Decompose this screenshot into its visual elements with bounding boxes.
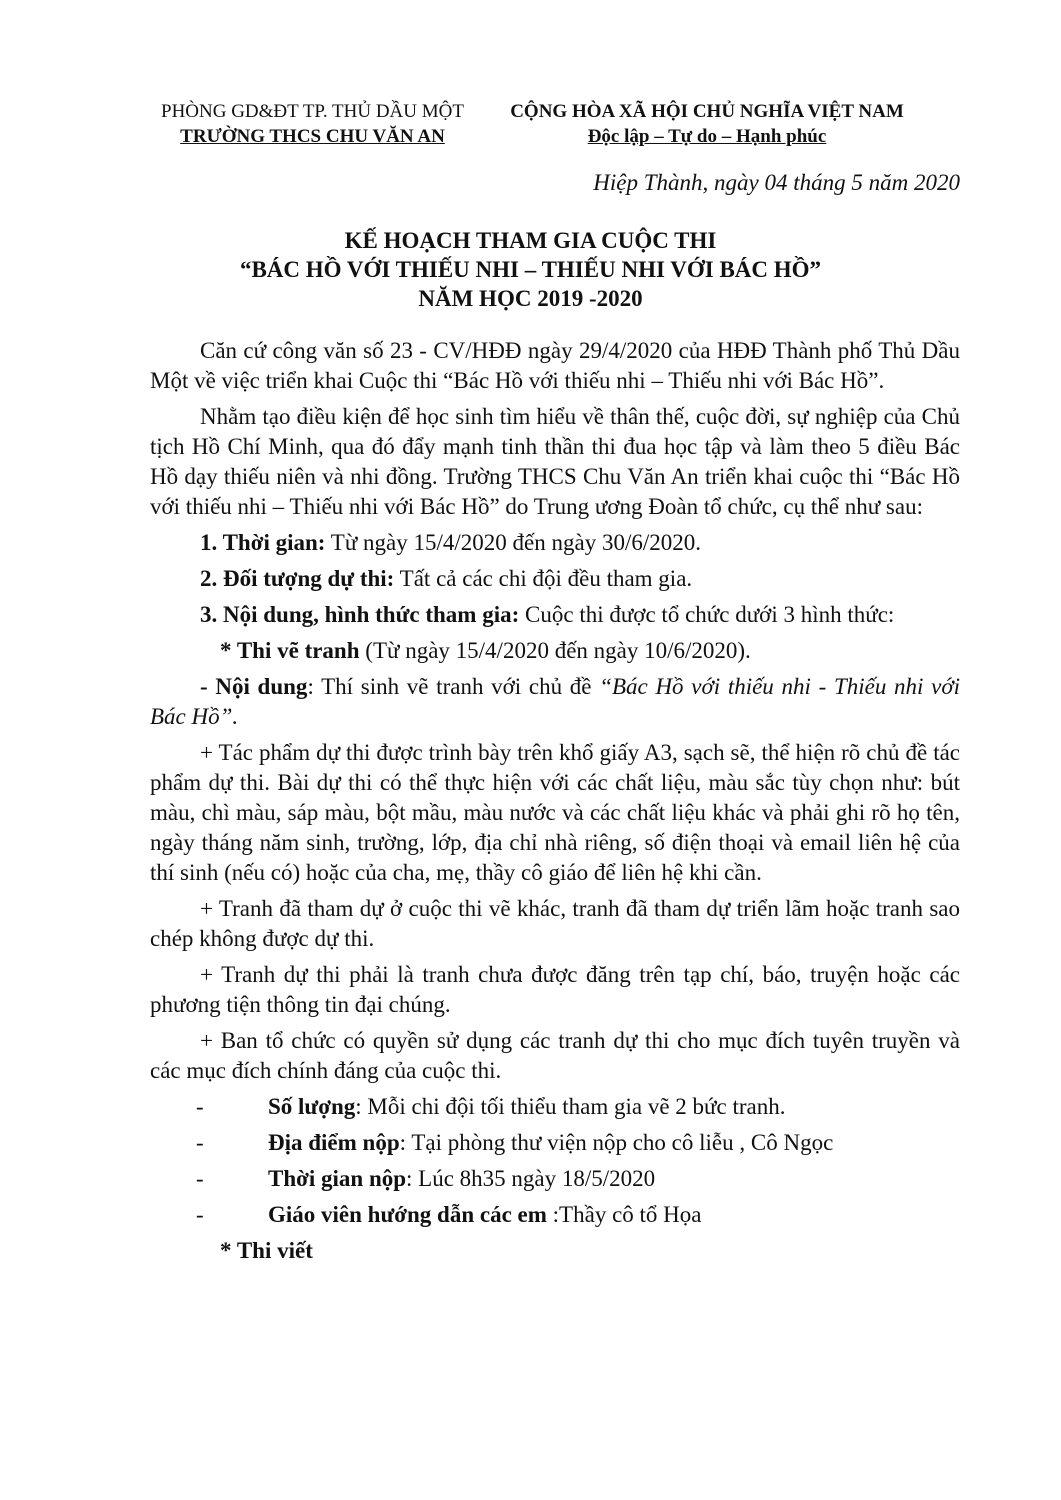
writing-contest-label: * Thi viết	[220, 1238, 313, 1263]
item-instructor	[150, 1200, 960, 1230]
rule-no-prior: + Tranh đã tham dự ở cuộc thi vẽ khác, tranh đã tham dự triển lãm hoặc tranh sao chép không được dự thi.	[150, 896, 960, 951]
item-deadline	[150, 1164, 960, 1194]
rule-unpublished: + Tranh dự thi phải là tranh chưa được đăng trên tạp chí, báo, truyện hoặc các phương tiện thông tin đại chúng.	[150, 962, 960, 1017]
item-instructor-label: Giáo viên hướng dẫn các em	[268, 1202, 547, 1227]
section-content-text: Cuộc thi được tổ chức dưới 3 hình thức:	[519, 602, 895, 627]
section-participants-label: 2. Đối tượng dự thi:	[200, 566, 395, 591]
section-content-label: 3. Nội dung, hình thức tham gia:	[200, 602, 520, 627]
section-participants-text: Tất cả các chi đội đều tham gia.	[394, 566, 693, 591]
header-right	[500, 99, 914, 149]
section-time-text: Từ ngày 15/4/2020 đến ngày 30/6/2020.	[325, 530, 701, 555]
rule-format: + Tác phẩm dự thi được trình bày trên khổ giấy A3, sạch sẽ, thể hiện rõ chủ đề tác phẩm dự thi. Bài dự thi có thể thực hiện với các chất liệu, màu sắc tùy chọn như: bút màu, chì màu, sáp màu, bột mầu, màu nước và các chất liệu khác và phải ghi rõ họ tên, ngày tháng năm sinh, trường, lớp, địa chỉ nhà riêng, số điện thoại và email liên hệ của thí sinh (nếu có) hoặc của cha, mẹ, thầy cô giáo để liên hệ khi cần.	[150, 740, 960, 885]
section-content	[150, 600, 960, 630]
dash-marker: -	[196, 1094, 204, 1119]
header-left	[150, 99, 475, 149]
national-motto: Độc lập – Tự do – Hạnh phúc	[587, 126, 827, 147]
date-line: Hiệp Thành, ngày 04 tháng 5 năm 2020	[593, 170, 960, 195]
paragraph-basis: Căn cứ công văn số 23 - CV/HĐĐ ngày 29/4/2020 của HĐĐ Thành phố Thủ Dầu Một về việc triển khai Cuộc thi “Bác Hồ với thiếu nhi – Thiếu nhi với Bác Hồ”.	[150, 338, 960, 393]
school-name: TRƯỜNG THCS CHU VĂN AN	[180, 126, 445, 147]
dash-marker: -	[196, 1166, 204, 1191]
drawing-contest	[150, 636, 960, 666]
drawing-contest-label: * Thi vẽ tranh	[220, 638, 360, 663]
item-deadline-label: Thời gian nộp	[268, 1166, 407, 1191]
item-quantity	[150, 1092, 960, 1122]
department-name: PHÒNG GD&ĐT TP. THỦ DẦU MỘT	[161, 101, 464, 122]
item-quantity-label: Số lượng	[268, 1094, 356, 1119]
title-line-2: “BÁC HỒ VỚI THIẾU NHI – THIẾU NHI VỚI BÁC HỒ”	[239, 257, 822, 282]
title-line-3: NĂM HỌC 2019 -2020	[418, 286, 643, 311]
national-title: CỘNG HÒA XÃ HỘI CHỦ NGHĨA VIỆT NAM	[510, 101, 904, 122]
item-quantity-text: : Mỗi chi đội tối thiểu tham gia vẽ 2 bức tranh.	[355, 1094, 786, 1119]
section-time-label: 1. Thời gian:	[200, 530, 326, 555]
drawing-content-label: - Nội dung	[200, 674, 308, 699]
rule-usage-rights: + Ban tổ chức có quyền sử dụng các tranh dự thi cho mục đích tuyên truyền và các mục đích chính đáng của cuộc thi.	[150, 1028, 960, 1083]
item-location-text: : Tại phòng thư viện nộp cho cô liễu , Cô Ngọc	[399, 1130, 834, 1155]
writing-contest	[150, 1236, 960, 1266]
section-time	[150, 528, 960, 558]
drawing-contest-text: (Từ ngày 15/4/2020 đến ngày 10/6/2020).	[359, 638, 751, 663]
drawing-content	[150, 672, 960, 732]
document-title	[100, 226, 961, 313]
item-location-label: Địa điểm nộp	[268, 1130, 400, 1155]
item-instructor-text: :Thầy cô tổ Họa	[546, 1202, 702, 1227]
item-deadline-text: : Lúc 8h35 ngày 18/5/2020	[406, 1166, 656, 1191]
document-body	[150, 336, 960, 1272]
drawing-content-text: : Thí sinh vẽ tranh với chủ đề	[307, 674, 600, 699]
paragraph-purpose: Nhằm tạo điều kiện để học sinh tìm hiểu về thân thế, cuộc đời, sự nghiệp của Chủ tịch Hồ Chí Minh, qua đó đẩy mạnh tinh thần thi đua học tập và làm theo 5 điều Bác Hồ dạy thiếu niên và nhi đồng. Trường THCS Chu Văn An triển khai cuộc thi “Bác Hồ với thiếu nhi – Thiếu nhi với Bác Hồ” do Trung ương Đoàn tổ chức, cụ thể như sau:	[150, 404, 960, 519]
dash-marker: -	[196, 1202, 204, 1227]
section-participants	[150, 564, 960, 594]
dash-marker: -	[196, 1130, 204, 1155]
item-location	[150, 1128, 960, 1158]
title-line-1: KẾ HOẠCH THAM GIA CUỘC THI	[344, 228, 717, 253]
drawing-content-theme: “Bác Hồ với thiếu nhi - Thiếu nhi với Bác Hồ”.	[150, 674, 960, 729]
